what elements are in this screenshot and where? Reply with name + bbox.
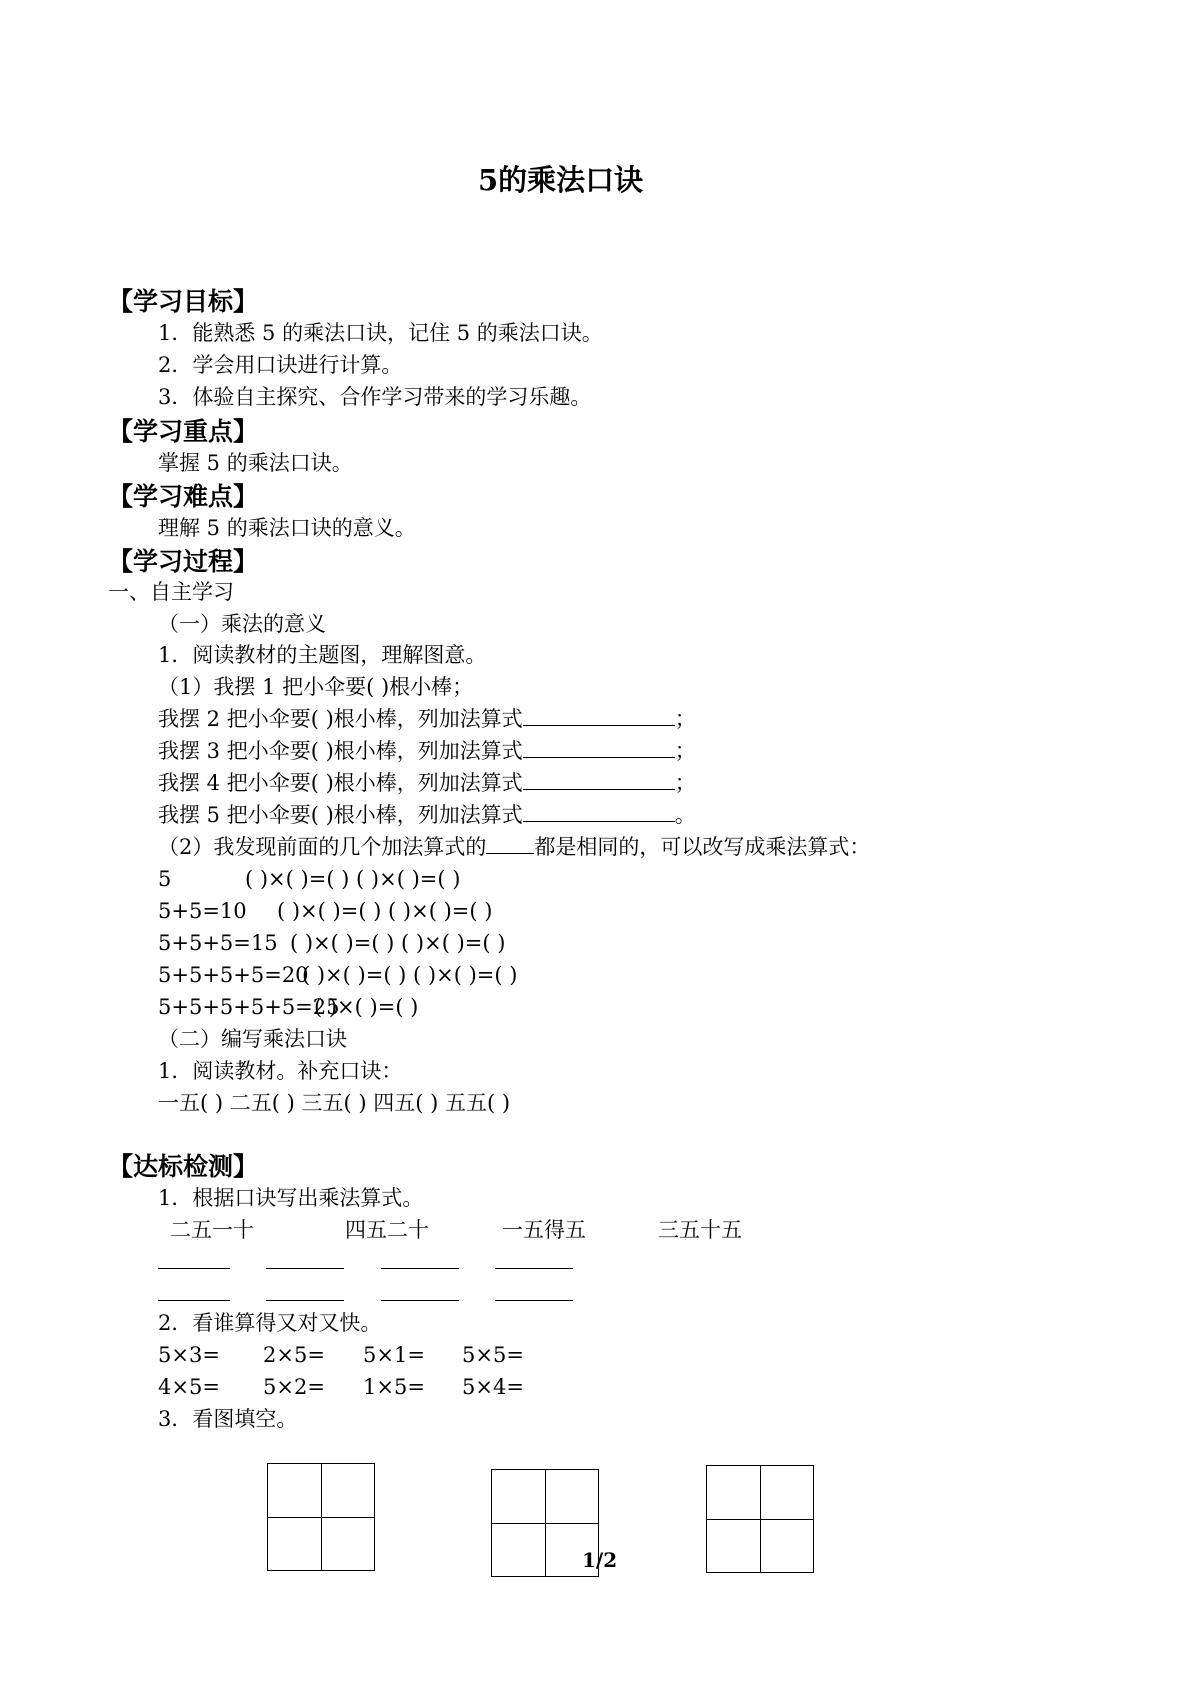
calc-item[interactable]: 5×4= [462,1375,524,1399]
answer-blank[interactable] [523,820,675,822]
goal-item: 2．学会用口诀进行计算。 [158,353,403,377]
answer-blank[interactable] [523,756,675,758]
process-heading: 【学习过程】 [108,547,259,576]
square-grid-figure [706,1465,814,1573]
goal-item: 1．能熟悉 5 的乘法口诀，记住 5 的乘法口诀。 [158,321,603,345]
equation-blanks[interactable]: ( )×( )=( ) [314,995,419,1019]
task-item: 1．阅读教材的主题图，理解图意。 [158,643,487,667]
rhyme-label: 一五得五 [502,1218,586,1242]
answer-line[interactable] [266,1300,344,1301]
question-line [158,805,696,826]
answer-line[interactable] [381,1268,459,1269]
page-number: 1/2 [582,1548,618,1572]
answer-blank[interactable] [523,788,675,790]
test-question: 1．根据口诀写出乘法算式。 [158,1186,424,1210]
rhyme-label: 二五一十 [170,1218,254,1242]
question-line [158,741,696,762]
goals-heading: 【学习目标】 [108,287,259,316]
equation-left: 5+5+5=15 [158,931,278,955]
answer-line[interactable] [381,1300,459,1301]
calc-item[interactable]: 5×3= [158,1343,220,1367]
equation-left: 5+5+5+5=20 [158,963,309,987]
equation-blanks[interactable]: ( )×( )=( ) ( )×( )=( ) [290,931,506,955]
difficulty-heading: 【学习难点】 [108,482,259,511]
answer-line[interactable] [495,1300,573,1301]
discovery-line [158,837,870,858]
rhyme-fill-line[interactable]: 一五( ) 二五( ) 三五( ) 四五( ) 五五( ) [158,1091,511,1115]
semicolon: ； [674,739,696,763]
question-text: 我摆 3 把小伞要( )根小棒，列加法算式 [158,739,523,763]
calc-item[interactable]: 2×5= [263,1343,325,1367]
calc-item[interactable]: 1×5= [363,1375,425,1399]
square-grid-figure [267,1463,375,1571]
answer-line[interactable] [495,1268,573,1269]
task-item: 1．阅读教材。补充口诀： [158,1059,403,1083]
equation-left: 5+5+5+5+5=25 [158,995,340,1019]
key-text: 掌握 5 的乘法口诀。 [158,451,353,475]
answer-line[interactable] [158,1268,230,1269]
key-heading: 【学习重点】 [108,417,259,446]
test-question: 2．看谁算得又对又快。 [158,1311,382,1335]
part-one-label: 一、自主学习 [108,580,234,604]
discovery-text: 都是相同的，可以改写成乘法算式： [534,835,871,859]
semicolon: ； [674,707,696,731]
question-line [158,709,696,730]
test-heading: 【达标检测】 [108,1152,259,1181]
test-question: 3．看图填空。 [158,1407,298,1431]
equation-left: 5+5=10 [158,899,247,923]
equation-blanks[interactable]: ( )×( )=( ) ( )×( )=( ) [277,899,493,923]
discovery-text: （2）我发现前面的几个加法算式的 [158,835,487,859]
calc-item[interactable]: 4×5= [158,1375,220,1399]
calc-item[interactable]: 5×2= [263,1375,325,1399]
question-line: （1）我摆 1 把小伞要( )根小棒； [158,675,474,699]
rhyme-label: 三五十五 [658,1218,742,1242]
answer-blank[interactable] [486,852,534,854]
goal-item: 3．体验自主探究、合作学习带来的学习乐趣。 [158,385,592,409]
subsection-label: （一）乘法的意义 [158,612,326,636]
rhyme-label: 四五二十 [345,1218,429,1242]
answer-line[interactable] [266,1268,344,1269]
equation-left: 5 [158,867,172,891]
subsection-label: （二）编写乘法口诀 [158,1027,347,1051]
answer-blank[interactable] [523,724,675,726]
difficulty-text: 理解 5 的乘法口诀的意义。 [158,516,416,540]
calc-item[interactable]: 5×5= [462,1343,524,1367]
question-text: 我摆 2 把小伞要( )根小棒，列加法算式 [158,707,523,731]
page-title: 5的乘法口诀 [478,163,644,197]
question-text: 我摆 5 把小伞要( )根小棒，列加法算式 [158,803,523,827]
question-line [158,773,696,794]
equation-blanks[interactable]: ( )×( )=( ) ( )×( )=( ) [245,867,461,891]
question-text: 我摆 4 把小伞要( )根小棒，列加法算式 [158,771,523,795]
equation-blanks[interactable]: ( )×( )=( ) ( )×( )=( ) [302,963,518,987]
semicolon: ； [674,771,696,795]
calc-item[interactable]: 5×1= [363,1343,425,1367]
answer-line[interactable] [158,1300,230,1301]
period: 。 [674,803,696,827]
